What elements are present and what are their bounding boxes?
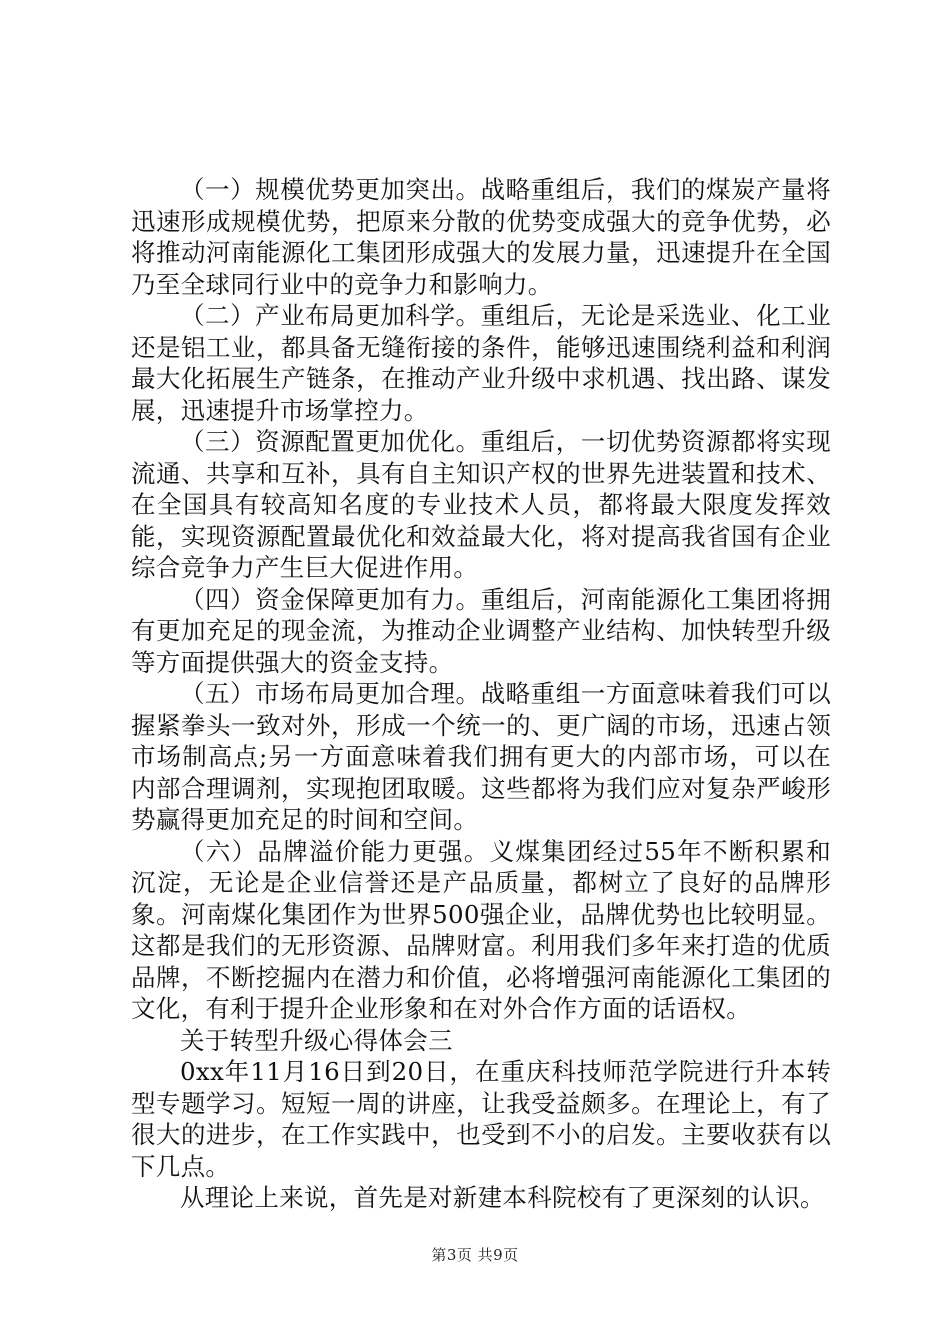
paragraph-scale-advantage: （一）规模优势更加突出。战略重组后，我们的煤炭产量将迅速形成规模优势，把原来分散的优势变成强大的竞争优势，必将推动河南能源化工集团形成强大的发展力量，迅速提升在全国乃至全球同行业中的竞争力和影响力。: [131, 175, 831, 299]
section-heading: 关于转型升级心得体会三: [180, 1025, 453, 1055]
paragraph-study-summary: 0xx年11月16日到20日，在重庆科技师范学院进行升本转型专题学习。短短一周的讲座，让我受益颇多。在理论上，有了很大的进步，在工作实践中，也受到不小的启发。主要收获有以下几点。: [131, 1057, 831, 1181]
paragraph-capital-guarantee: （四）资金保障更加有力。重组后，河南能源化工集团将拥有更加充足的现金流，为推动企业调整产业结构、加快转型升级等方面提供强大的资金支持。: [131, 584, 831, 677]
paragraph-resource-allocation: （三）资源配置更加优化。重组后，一切优势资源都将实现流通、共享和互补，具有自主知识产权的世界先进装置和技术、在全国具有较高知名度的专业技术人员，都将最大限度发挥效能，实现资源配置最优化和效益最大化，将对提高我省国有企业综合竞争力产生巨大促进作用。: [131, 427, 831, 582]
paragraph-market-layout: （五）市场布局更加合理。战略重组一方面意味着我们可以握紧拳头一致对外，形成一个统一的、更广阔的市场，迅速占领市场制高点;另一方面意味着我们拥有更大的内部市场，可以在内部合理调剂，实现抱团取暖。这些都将为我们应对复杂严峻形势赢得更加充足的时间和空间。: [131, 679, 831, 834]
document-body: [131, 174, 831, 1214]
paragraph-industry-layout: （二）产业布局更加科学。重组后，无论是采选业、化工业还是铝工业，都具备无缝衔接的条件，能够迅速围绕利益和利润最大化拓展生产链条，在推动产业升级中求机遇、找出路、谋发展，迅速提升市场掌控力。: [131, 301, 831, 425]
paragraph-brand-premium: （六）品牌溢价能力更强。义煤集团经过55年不断积累和沉淀，无论是企业信誉还是产品质量，都树立了良好的品牌形象。河南煤化集团作为世界500强企业，品牌优势也比较明显。这都是我们的无形资源、品牌财富。利用我们多年来打造的优质品牌，不断挖掘内在潜力和价值，必将增强河南能源化工集团的文化，有利于提升企业形象和在对外合作方面的话语权。: [131, 836, 831, 1023]
page-footer: 第3页 共9页: [431, 1246, 519, 1264]
paragraph-theory-intro: 从理论上来说，首先是对新建本科院校有了更深刻的认识。: [180, 1183, 825, 1212]
